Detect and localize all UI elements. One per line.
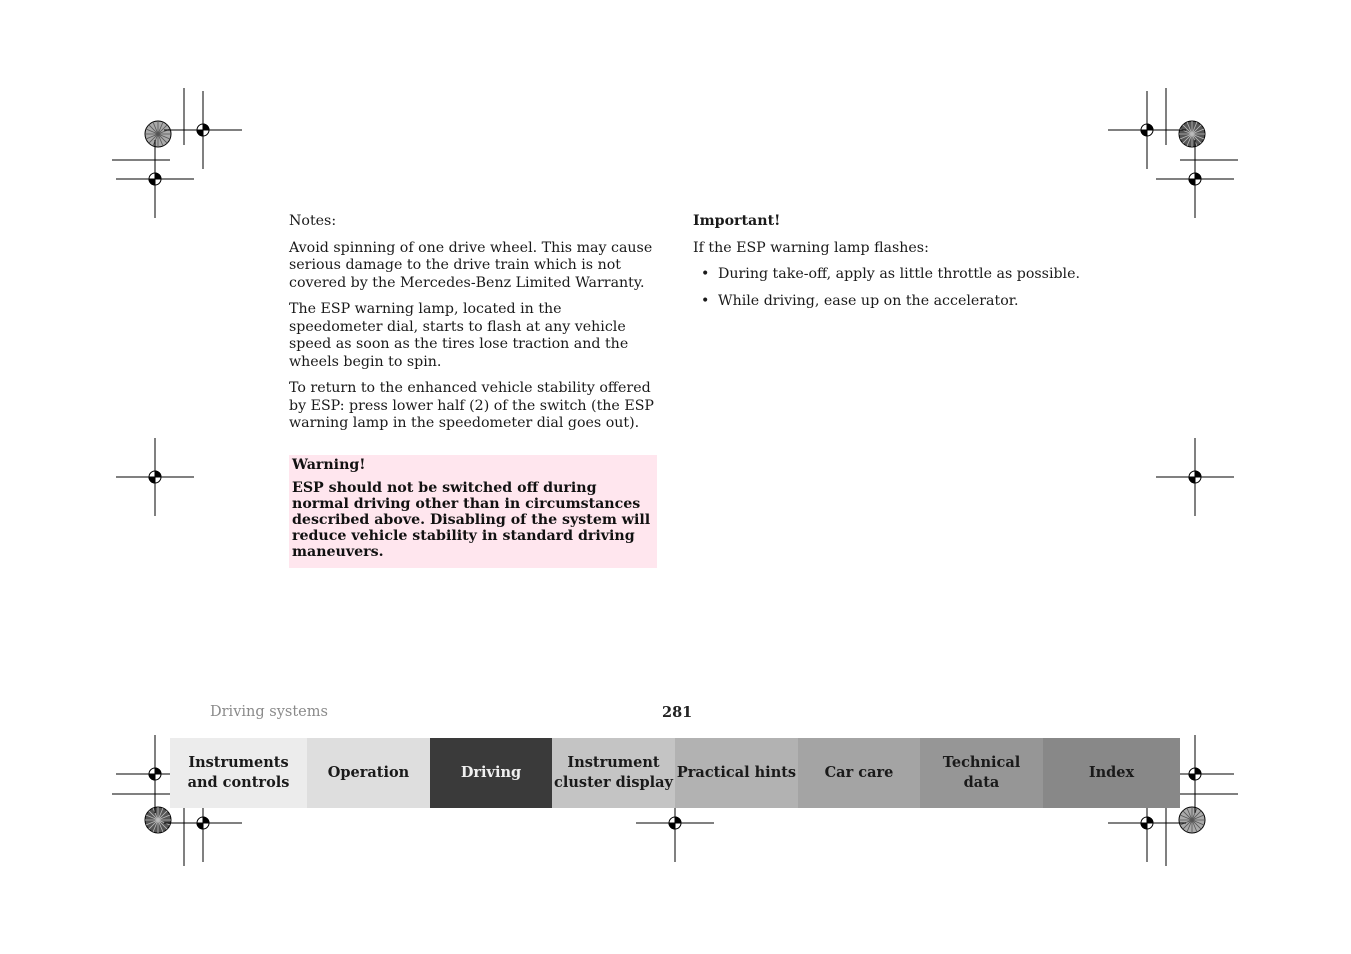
tab-label: Technical data — [942, 754, 1021, 791]
bullet-icon: • — [701, 266, 710, 282]
tab-label: Car care — [824, 764, 894, 781]
tab-label: Instruments and controls — [187, 754, 290, 791]
note-paragraph-1: Avoid spinning of one drive wheel. This may cause serious damage to the drive train which is not covered by the Mercedes-Benz Limited Warranty. — [289, 239, 653, 291]
tab-label: Operation — [327, 764, 410, 781]
tab-instrument-cluster-display[interactable] — [552, 738, 675, 808]
left-column — [289, 213, 659, 568]
warning-body: ESP should not be switched off during normal driving other than in circumstances described above. Disabling of the system will reduce vehicle stability in standard driving maneuvers. — [292, 480, 651, 560]
tab-label: Instrument cluster display — [554, 754, 673, 791]
important-bullet-list — [693, 266, 1113, 310]
list-item — [693, 266, 1113, 284]
warning-title: Warning! — [292, 456, 366, 473]
tab-index[interactable] — [1043, 738, 1180, 808]
footer-section-title: Driving systems — [210, 704, 328, 720]
tab-operation[interactable] — [307, 738, 430, 808]
right-column — [693, 213, 1113, 319]
section-tab-bar — [170, 738, 1180, 808]
page-number: 281 — [662, 704, 693, 721]
tab-practical-hints[interactable] — [675, 738, 798, 808]
tab-label: Driving — [460, 764, 522, 781]
warning-box — [289, 455, 657, 569]
note-paragraph-3: To return to the enhanced vehicle stability offered by ESP: press lower half (2) of the switch (the ESP warning lamp in the speedometer dial goes out). — [289, 380, 654, 431]
tab-label: Practical hints — [676, 764, 797, 781]
important-intro: If the ESP warning lamp flashes: — [693, 239, 929, 256]
tab-technical-data[interactable] — [920, 738, 1043, 808]
tab-car-care[interactable] — [798, 738, 920, 808]
list-item — [693, 293, 1113, 311]
bullet-text: While driving, ease up on the accelerator. — [718, 292, 1019, 309]
note-paragraph-2: The ESP warning lamp, located in the speedometer dial, starts to flash at any vehicle speed as soon as the tires lose traction and the wheels begin to spin. — [289, 301, 629, 370]
notes-label: Notes: — [289, 213, 337, 229]
tab-instruments-and-controls[interactable] — [170, 738, 307, 808]
bullet-text: During take-off, apply as little throttle as possible. — [718, 266, 1081, 282]
bullet-icon: • — [701, 292, 710, 309]
tab-label: Index — [1088, 764, 1135, 781]
tab-driving[interactable] — [430, 738, 552, 808]
important-heading: Important! — [693, 213, 781, 229]
